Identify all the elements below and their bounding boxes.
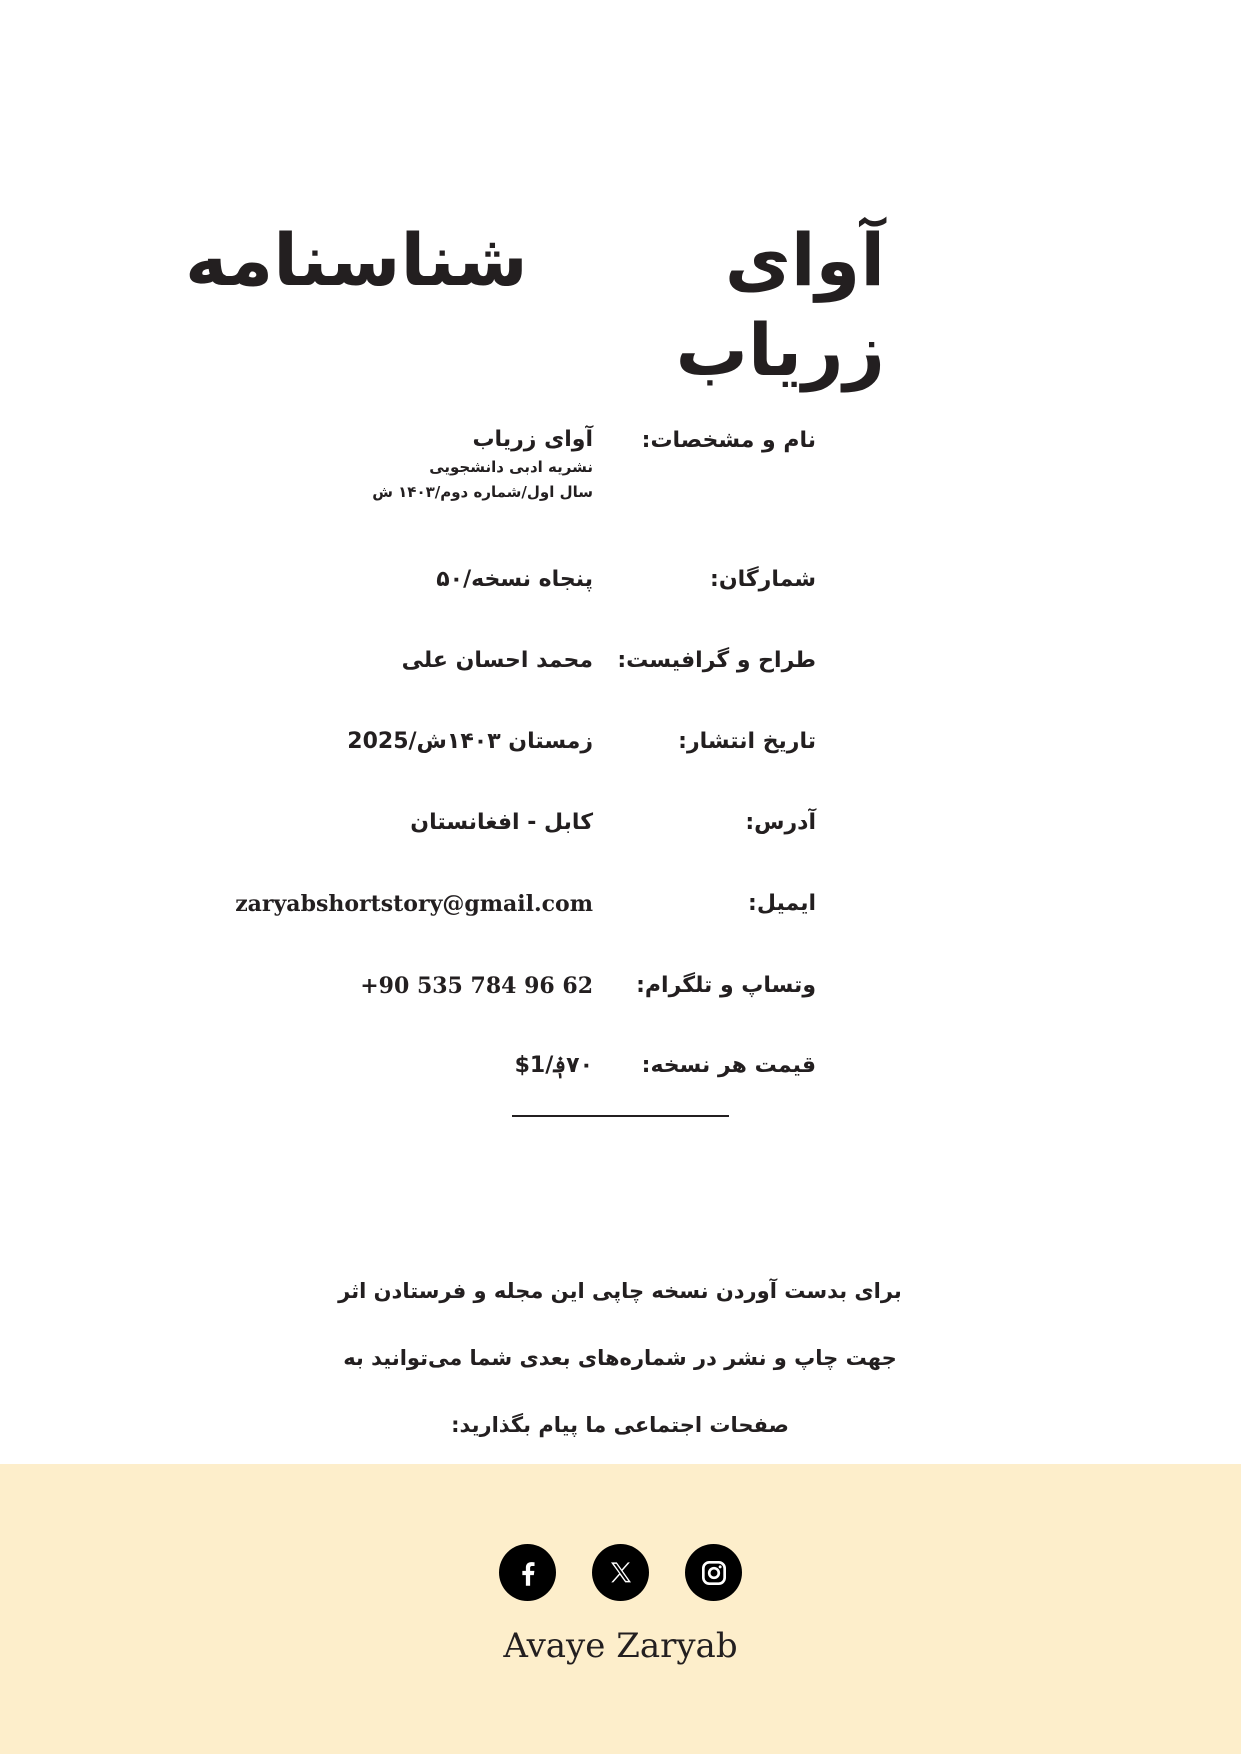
info-label-designer: طراح و گرافیست: (617, 648, 816, 673)
facebook-icon[interactable] (499, 1544, 556, 1601)
info-value-name: آوای زریاب (472, 427, 593, 452)
info-value-name-sub2: سال اول/شماره دوم/۱۴۰۳ ش (372, 483, 593, 501)
info-row-circulation (0, 560, 1241, 600)
info-row-name (0, 421, 1241, 461)
page-title (185, 215, 885, 395)
info-value-address: کابل - افغانستان (410, 810, 593, 835)
info-row-price (0, 1046, 1241, 1086)
footer (0, 1464, 1241, 1754)
info-label-email: ایمیل: (748, 891, 816, 916)
contact-note-line-3: صفحات اجتماعی ما پیام بگذارید: (451, 1413, 789, 1437)
info-label-address: آدرس: (745, 810, 816, 835)
x-icon[interactable] (592, 1544, 649, 1601)
brand-name: Avaye Zaryab (503, 1626, 738, 1666)
info-value-phone: +90 535 784 96 62 (360, 973, 593, 999)
info-row-date (0, 722, 1241, 762)
info-row-address (0, 803, 1241, 843)
info-row-designer (0, 641, 1241, 681)
title-word-shenasnameh: شناسنامه (185, 218, 528, 302)
social-links (0, 1544, 1241, 1601)
info-value-price: ۷۰؋/1$ (514, 1053, 593, 1078)
info-label-price: قیمت هر نسخه: (641, 1053, 816, 1078)
title-word-avaye-zaryab: آوای زریاب (675, 218, 885, 392)
info-label-name: نام و مشخصات: (641, 428, 816, 453)
contact-note-line-2: جهت چاپ و نشر در شماره‌های بعدی شما می‌توانید به (343, 1346, 897, 1370)
info-value-date: زمستان ۱۴۰۳ش/2025 (347, 729, 593, 754)
section-divider (512, 1115, 729, 1117)
info-label-circulation: شمارگان: (710, 567, 816, 592)
info-value-name-sub1: نشریه ادبی دانشجویی (429, 458, 593, 476)
info-label-date: تاریخ انتشار: (678, 729, 816, 754)
instagram-icon[interactable] (685, 1544, 742, 1601)
info-row-email (0, 884, 1241, 924)
info-value-name-block (372, 425, 593, 505)
info-row-phone (0, 966, 1241, 1006)
contact-note-line-1: برای بدست آوردن نسخه چاپی این مجله و فرستادن اثر (338, 1279, 902, 1303)
info-value-circulation: پنجاه نسخه/۵۰ (436, 567, 593, 592)
info-label-phone: وتساپ و تلگرام: (636, 973, 816, 998)
info-value-email[interactable]: zaryabshortstory@gmail.com (235, 891, 593, 917)
contact-note (220, 1258, 1020, 1459)
info-value-designer: محمد احسان علی (401, 648, 593, 673)
